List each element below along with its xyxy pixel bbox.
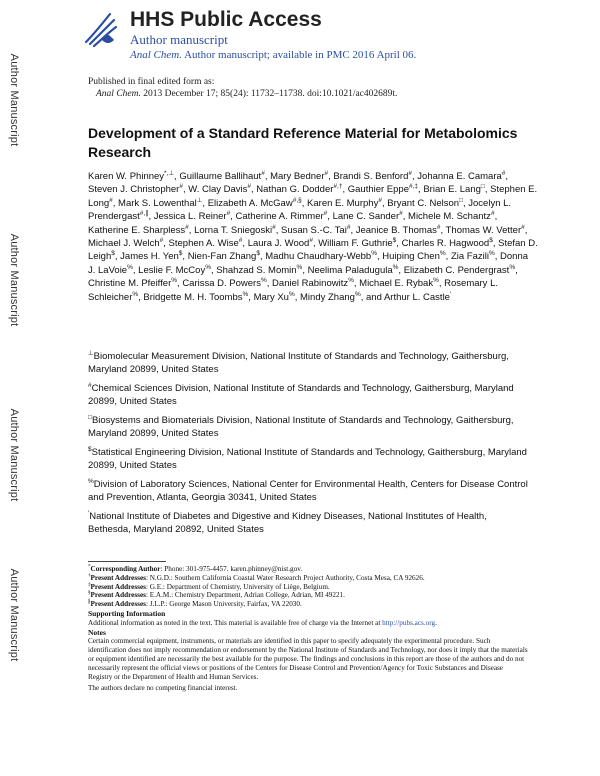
notes-text: Certain commercial equipment, instruments, or materials are identified in this paper to specify adequately the experimental procedure. Such identification does not imply recommendation or endorsement by the National Institute of Standards and Technology, nor does it imply that the materials or equipment identified are necessarily the best available for the purpose. The findings and conclusions in this report are those of the authors and do not necessarily represent the official views or positions of the Centers for Disease Control and Prevention/Agency for Toxic Substances and Disease Registry or the Department of Health and Human Services.	[88, 637, 528, 681]
present-address-note: ∥Present Addresses: J.L.P.: George Mason University, Fairfax, VA 22030.	[88, 599, 302, 609]
present-address-note: §Present Addresses: E.A.M.: Chemistry Department, Adrian College, Adrian, MI 49221.	[88, 591, 345, 600]
header-title: HHS Public Access	[130, 8, 322, 31]
author-name: Mark S. Lowenthal⊥,	[118, 196, 208, 209]
notes-heading: Notes	[88, 627, 106, 637]
author-name: Elizabeth C. Pendergrast%,	[403, 263, 518, 276]
author-name: Bryant C. Nelson□,	[387, 196, 469, 209]
author-name: Leslie F. McCoy%,	[138, 263, 217, 276]
author-name: Carissa D. Powers%,	[182, 277, 273, 290]
header-subtitle: Author manuscript	[130, 32, 228, 47]
author-name: Stephen E. Long#,	[88, 184, 538, 209]
author-name: Jocelyn L. Prendergast#,∥,	[88, 197, 512, 223]
affiliation: $Statistical Engineering Division, National Institute of Standards and Technology, Gaithersburg, Maryland 20899, United States	[88, 445, 527, 472]
author-name: Stephen A. Wise#,	[168, 236, 248, 250]
author-name: Donna J. LaVoie%,	[88, 251, 529, 276]
author-name: Guillaume Ballihaut#,	[179, 169, 271, 182]
author-name: William F. Guthrie$,	[318, 236, 402, 250]
author-name: Jessica L. Reiner#,	[153, 210, 236, 223]
footnotes	[88, 565, 528, 693]
author-name: Neelima Paladugula%,	[307, 263, 404, 276]
author-name: Shahzad S. Momin%,	[216, 263, 308, 276]
author-name: Karen W. Phinney*,⊥,	[88, 169, 180, 182]
affiliation: ′National Institute of Diabetes and Digestive and Kidney Diseases, National Institutes of Health, Bethesda, Maryland 20892, United States	[88, 509, 487, 536]
author-name: Thomas W. Vetter#,	[445, 223, 528, 236]
pubs-acs-link[interactable]: http://pubs.acs.org	[382, 618, 436, 627]
author-name: Karen E. Murphy#,	[307, 196, 388, 209]
author-name: W. Clay Davis#,	[188, 183, 257, 196]
author-name: Stefan D. Leigh$,	[88, 238, 538, 263]
author-name: Nien-Fan Zhang$,	[187, 250, 266, 263]
author-name: Rosemary L. Schleicher%,	[88, 278, 498, 303]
author-name: Steven J. Christopher#,	[88, 183, 189, 196]
present-address-note: †Present Addresses: N.G.D.: Southern California Coastal Water Research Project Authority, Costa Mesa, CA 92626.	[88, 573, 425, 582]
corresponding-author-note: *Corresponding Author: Phone: 301-975-4457. karen.phinney@nist.gov.	[88, 564, 303, 573]
side-label: Author Manuscript	[8, 568, 20, 662]
author-name: Johanna E. Camara#,	[417, 169, 509, 182]
author-name: Lorna T. Sniegoski#,	[194, 223, 281, 236]
affiliation: #Chemical Sciences Division, National Institute of Standards and Technology, Gaithersburg, Maryland 20899, United States	[88, 381, 514, 408]
article-title: Development of a Standard Reference Material for Metabolomics Research	[88, 125, 518, 160]
author-name: Zia Fazili%,	[450, 250, 501, 263]
side-label: Author Manuscript	[8, 408, 20, 502]
header-availability: Anal Chem. Author manuscript; available in PMC 2016 April 06.	[130, 49, 417, 61]
author-name: Michele M. Schantz#,	[408, 210, 498, 223]
author-name: Jeanice B. Thomas#,	[355, 223, 446, 236]
author-name: Christine M. Pfeiffer%,	[88, 277, 183, 290]
affiliation: □Biosystems and Biomaterials Division, National Institute of Standards and Technology, Gaithersburg, Maryland 20899, United States	[88, 413, 514, 440]
supporting-info-heading: Supporting Information	[88, 608, 166, 618]
author-name: Lane C. Sander#,	[332, 210, 409, 223]
author-name: Michael E. Rybak%,	[359, 277, 445, 290]
author-name: Laura J. Wood#,	[247, 236, 319, 250]
author-name: Gauthier Eppe#,‡,	[347, 183, 424, 196]
author-name: Charles R. Hagwood$,	[401, 236, 499, 250]
hhs-eagle-logo-icon	[80, 8, 120, 50]
author-name: Huiping Chen%,	[382, 250, 451, 263]
author-name: Madhu Chaudhary-Webb%,	[265, 250, 383, 263]
side-label: Author Manuscript	[8, 233, 20, 327]
author-name: Mindy Zhang%, and	[300, 290, 384, 303]
author-name: Susan S.-C. Tai#,	[280, 223, 356, 236]
footnote-divider	[88, 561, 166, 562]
author-name: Katherine E. Sharpless#,	[88, 223, 195, 236]
supporting-info-text: Additional information as noted in the text. This material is available free of charge via the Internet at http://pubs.acs.org.	[88, 618, 437, 627]
author-name: Daniel Rabinowitz%,	[272, 277, 360, 290]
author-name: Elizabeth A. McGaw#,§,	[207, 196, 308, 209]
present-address-note: ‡Present Addresses: G.E.: Department of Chemistry, University of Liège, Belgium.	[88, 582, 330, 591]
publication-info: Published in final edited form as: Anal Chem. 2013 December 17; 85(24): 11732–11738. doi:10.1021/ac402689t.	[88, 77, 398, 99]
author-name: James H. Yen$,	[120, 250, 188, 263]
affiliation: %Division of Laboratory Sciences, National Center for Environmental Health, Centers for Disease Control and Prevention, Atlanta, Georgia 30341, United States	[88, 477, 528, 504]
author-name: Nathan G. Dodder#,†,	[256, 183, 348, 196]
author-list	[88, 170, 538, 304]
author-name: Bridgette M. H. Toombs%,	[143, 290, 254, 303]
hhs-header	[80, 8, 580, 68]
side-label: Author Manuscript	[8, 53, 20, 147]
author-name: Mary Xu%,	[253, 290, 301, 303]
author-name: Brandi S. Benford#,	[333, 169, 418, 182]
author-name: Catherine A. Rimmer#,	[235, 210, 333, 223]
affiliation: ⊥Biomolecular Measurement Division, National Institute of Standards and Technology, Gaithersburg, Maryland 20899, United States	[88, 349, 509, 376]
author-name: Michael J. Welch#,	[88, 236, 169, 250]
author-name: Brian E. Lang□,	[423, 183, 491, 196]
author-name: Mary Bedner#,	[270, 169, 334, 182]
author-name: Arthur L. Castle′	[383, 290, 452, 303]
competing-interest-note: The authors declare no competing financial interest.	[88, 684, 238, 693]
